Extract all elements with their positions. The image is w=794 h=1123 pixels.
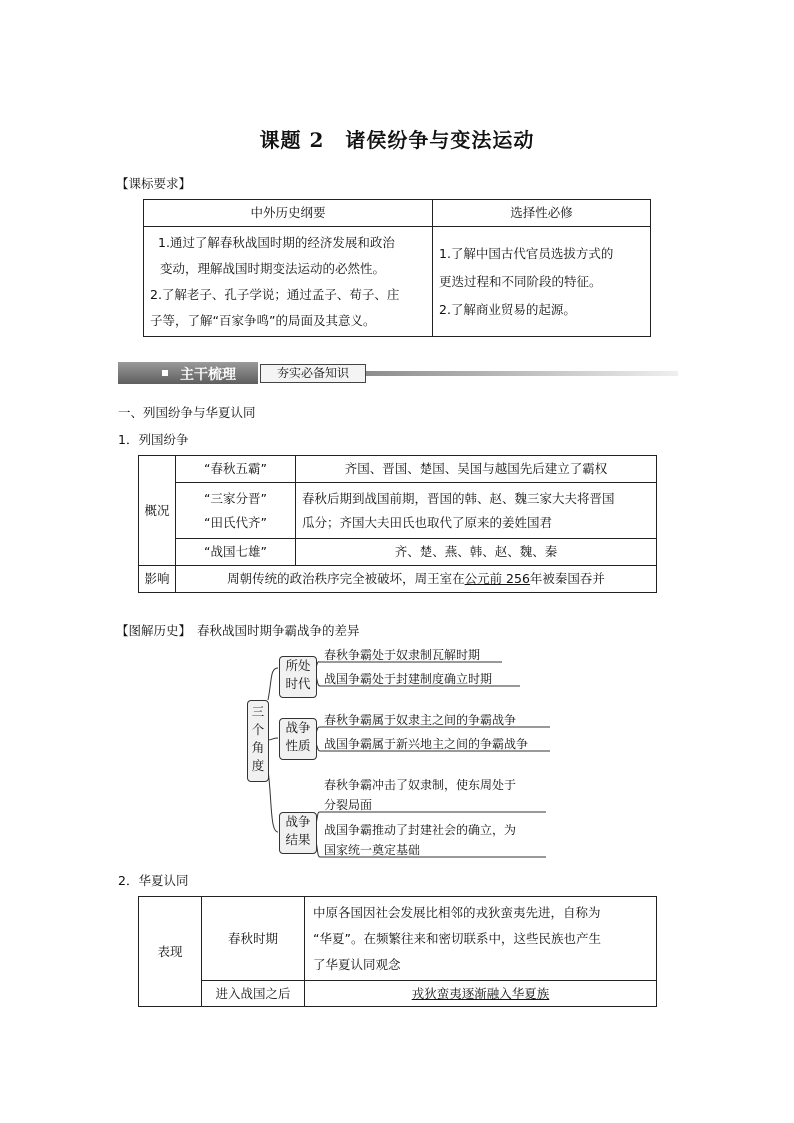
leaf-text: 战国争霸属于新兴地主之间的争霸战争 <box>324 737 529 751</box>
curriculum-col2-line: 1.了解中国古代官员选拔方式的 <box>439 245 614 261</box>
leaf-text: 战国争霸推动了封建社会的确立，为 <box>324 823 517 837</box>
node-line: 性质 <box>285 738 311 753</box>
curriculum-col1-line: 子等，了解“百家争鸣”的局面及其意义。 <box>150 312 376 328</box>
node-line: 战争 <box>285 720 311 735</box>
curriculum-col1-line: 1.通过了解春秋战国时期的经济发展和政治 <box>158 234 395 250</box>
page-title: 课题 2 诸侯纷争与变法运动 <box>259 128 535 152</box>
root-char: 度 <box>251 758 265 773</box>
desc-cell: 齐、楚、燕、韩、赵、魏、秦 <box>296 539 657 566</box>
curriculum-col1-header: 中外历史纲要 <box>144 200 433 227</box>
impact-text: 周朝传统的政治秩序完全被破坏，周王室在 <box>227 571 465 586</box>
branch-node-era <box>279 656 317 698</box>
node-line: 结果 <box>285 832 311 847</box>
node-line: 战争 <box>285 814 311 829</box>
term-cell: “战国七雄” <box>176 539 296 566</box>
branch-node-nature <box>279 718 317 760</box>
identity-desc-cell <box>305 897 657 981</box>
section2-sub2: 2．华夏认同 <box>118 873 189 888</box>
banner-main-label: 主干梳理 <box>180 367 236 383</box>
root-char: 三 <box>251 704 265 719</box>
desc-line: 中原各国因社会发展比相邻的戎狄蛮夷先进，自称为 <box>313 904 601 920</box>
root-node <box>247 700 269 782</box>
connector-line <box>268 668 278 700</box>
leaf-text: 春秋争霸属于奴隶主之间的争霸战争 <box>324 713 517 727</box>
banner-sub: 夯实必备知识 <box>260 364 366 383</box>
desc-text: 瓜分；齐国大夫田氏也取代了原来的姜姓国君 <box>302 514 553 530</box>
impact-label: 影响 <box>139 566 176 593</box>
connector-line <box>268 770 278 832</box>
branch-node-result <box>279 812 317 854</box>
impact-text: 年被秦国吞并 <box>529 571 605 586</box>
curriculum-col2-line: 更迭过程和不同阶段的特征。 <box>439 273 602 289</box>
overview-label: 概况 <box>139 456 176 566</box>
curriculum-col1-line: 2.了解老子、孔子学说；通过孟子、荀子、庄 <box>150 286 400 302</box>
period-cell: 进入战国之后 <box>202 981 305 1007</box>
node-line: 时代 <box>285 676 311 691</box>
desc-cell: 齐国、晋国、楚国、吴国与越国先后建立了霸权 <box>296 456 657 483</box>
curriculum-label: 【课标要求】 <box>116 176 192 191</box>
impact-date: 公元前 256 <box>464 571 530 586</box>
section1-sub1: 1．列国纷争 <box>118 432 189 447</box>
root-char: 个 <box>251 722 265 737</box>
term-line: “三家分晋” <box>204 490 267 506</box>
diagram-label: 【图解历史】 <box>116 623 192 638</box>
curriculum-col2-line: 2.了解商业贸易的起源。 <box>439 301 576 317</box>
leaf-text: 春秋争霸处于奴隶制瓦解时期 <box>324 648 481 662</box>
curriculum-col2-header: 选择性必修 <box>433 200 651 227</box>
term-cell: “春秋五霸” <box>176 456 296 483</box>
identity-table <box>138 896 657 1007</box>
connector-line <box>268 738 278 740</box>
period-cell: 春秋时期 <box>202 897 305 981</box>
desc-line: 了华夏认同观念 <box>313 956 401 972</box>
leaf-text: 分裂局面 <box>324 798 373 812</box>
desc-line: “华夏”。在频繁往来和密切联系中，这些民族也产生 <box>313 930 601 946</box>
term-line: “田氏代齐” <box>204 514 267 530</box>
leaf-text: 国家统一奠定基础 <box>324 843 421 857</box>
curriculum-col1-line: 变动，理解战国时期变法运动的必然性。 <box>160 260 386 276</box>
identity-label: 表现 <box>139 897 202 1007</box>
section1-heading: 一、列国纷争与华夏认同 <box>118 405 256 420</box>
leaf-text: 春秋争霸冲击了奴隶制，使东周处于 <box>324 778 517 792</box>
desc-line: 春秋后期到战国前期，晋国的韩、赵、魏三家大夫将晋国 <box>302 490 615 506</box>
diagram-caption: 春秋战国时期争霸战争的差异 <box>197 623 360 638</box>
root-char: 角 <box>251 740 265 755</box>
node-line: 所处 <box>285 658 311 673</box>
identity-desc-cell: 戎狄蛮夷逐渐融入华夏族 <box>305 981 657 1007</box>
leaf-text: 战国争霸处于封建制度确立时期 <box>324 672 493 686</box>
